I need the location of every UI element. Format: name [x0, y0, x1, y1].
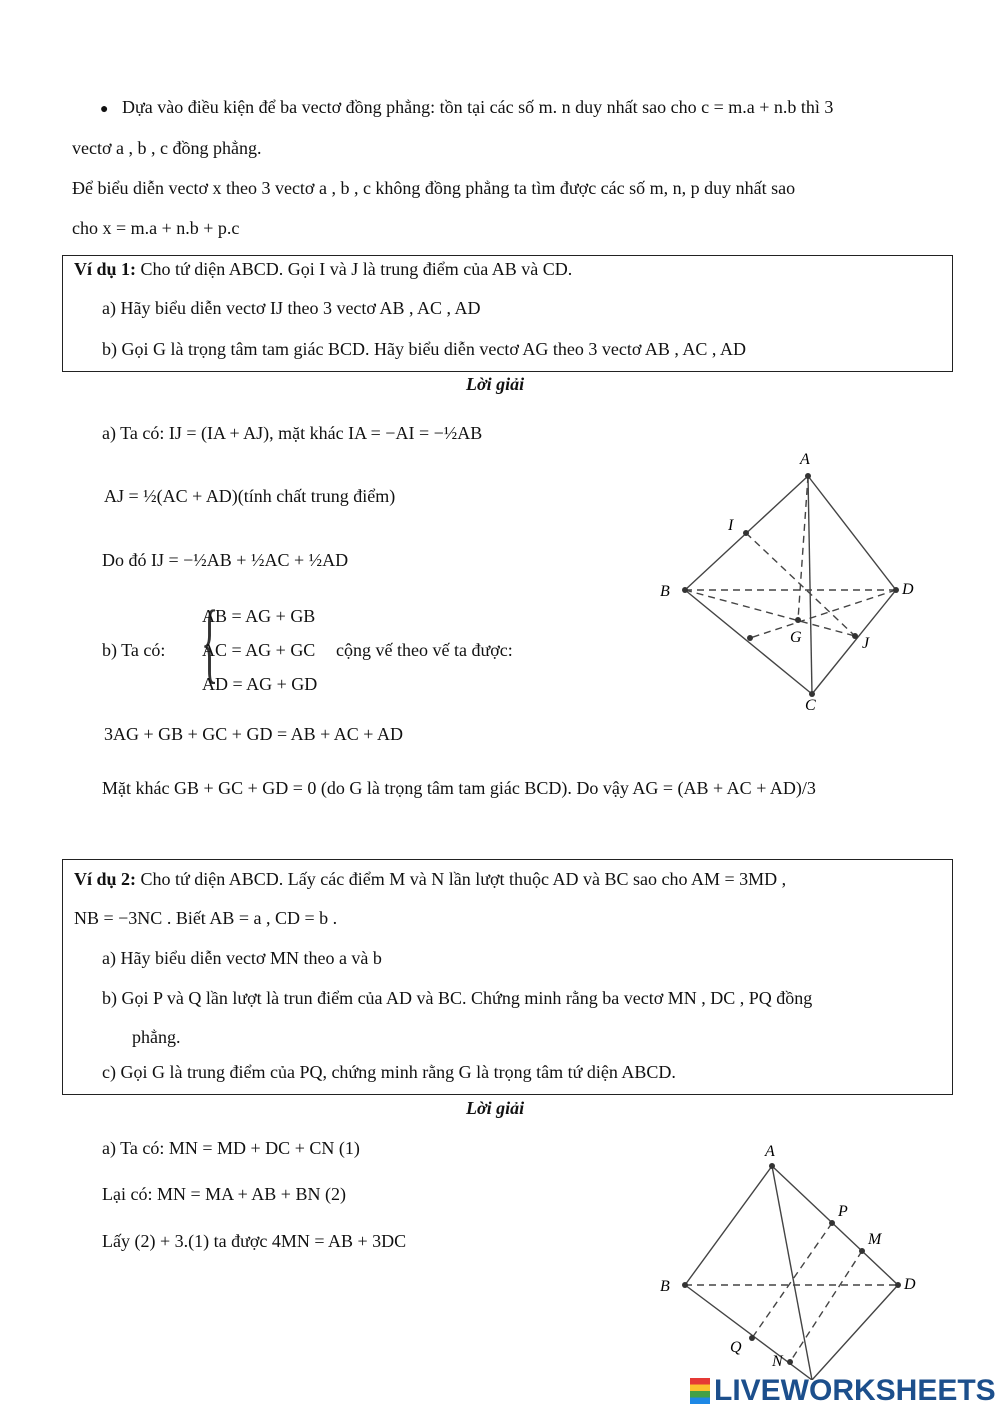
intro-para1: Để biểu diễn vectơ x theo 3 vectơ a , b , c không đồng phẳng ta tìm được các số m, n, p duy nhất sao: [72, 178, 796, 198]
tetrahedron-figure-2: [640, 1130, 940, 1380]
solution1-title: Lời giải: [466, 374, 525, 394]
fig1-label-i: I: [728, 517, 734, 534]
fig2-label-d: D: [904, 1276, 916, 1293]
example2-box: [62, 859, 953, 1095]
solution1-a3: Do đó IJ = −½AB + ½AC + ½AD: [102, 550, 349, 570]
solution1-sys3: AD = AG + GD: [202, 674, 318, 694]
example2-part-b1: b) Gọi P và Q lần lượt là trun điểm của AD và BC. Chứng minh rằng ba vectơ MN , DC , PQ đồng: [102, 988, 813, 1008]
fig2-label-n: N: [772, 1353, 783, 1370]
example1-part-b: b) Gọi G là trọng tâm tam giác BCD. Hãy biểu diễn vectơ AG theo 3 vectơ AB , AC , AD: [102, 339, 746, 359]
fig2-label-m: M: [868, 1231, 882, 1248]
solution2-a2: Lại có: MN = MA + AB + BN (2): [102, 1184, 346, 1204]
solution1-b-label: b) Ta có:: [102, 640, 166, 660]
example2-part-c: c) Gọi G là trung điểm của PQ, chứng minh rằng G là trọng tâm tứ diện ABCD.: [102, 1062, 676, 1082]
fig1-label-j: J: [862, 635, 870, 652]
example2-part-a: a) Hãy biểu diễn vectơ MN theo a và b: [102, 948, 382, 968]
logo-text: LIVEWORKSHEETS: [714, 1374, 996, 1407]
solution1-a1: a) Ta có: IJ = (IA + AJ), mặt khác IA = −AI = −½AB: [102, 423, 483, 443]
example1-statement: Ví dụ 1: Cho tứ diện ABCD. Gọi I và J là trung điểm của AB và CD.: [74, 259, 573, 279]
fig1-label-g: G: [790, 629, 802, 646]
tetrahedron-figure-1: [640, 448, 940, 718]
fig2-label-q: Q: [730, 1339, 742, 1356]
example2-label: Ví dụ 2:: [74, 869, 137, 889]
example2-part-b2: phẳng.: [132, 1027, 181, 1047]
fig2-label-a: A: [765, 1143, 775, 1160]
logo-icon: [690, 1378, 710, 1404]
solution1-sys2: AC = AG + GC: [202, 640, 316, 660]
solution2-a3: Lấy (2) + 3.(1) ta được 4MN = AB + 3DC: [102, 1231, 407, 1251]
fig1-label-d: D: [902, 581, 914, 598]
solution1-sys1: AB = AG + GB: [202, 606, 316, 626]
fig1-label-c: C: [805, 697, 816, 714]
bullet-line: ● Dựa vào điều kiện để ba vectơ đồng phẳng: tồn tại các số m. n duy nhất sao cho c = m.a + n.b thì 3: [100, 97, 834, 117]
solution1-concl: Mặt khác GB + GC + GD = 0 (do G là trọng tâm tam giác BCD). Do vậy AG = (AB + AC + AD)/3: [102, 778, 816, 798]
example1-part-a: a) Hãy biểu diễn vectơ IJ theo 3 vectơ AB , AC , AD: [102, 298, 481, 318]
example2-line2: NB = −3NC . Biết AB = a , CD = b .: [74, 908, 338, 928]
fig1-label-a: A: [800, 451, 810, 468]
solution2-title: Lời giải: [466, 1098, 525, 1118]
bullet-cont: vectơ a , b , c đồng phẳng.: [72, 138, 262, 158]
liveworksheets-logo: [690, 1374, 996, 1408]
example2-line1: Ví dụ 2: Cho tứ diện ABCD. Lấy các điểm M và N lần lượt thuộc AD và BC sao cho AM = 3MD ,: [74, 869, 787, 889]
solution2-a1: a) Ta có: MN = MD + DC + CN (1): [102, 1138, 360, 1158]
solution1-sum: 3AG + GB + GC + GD = AB + AC + AD: [104, 724, 403, 744]
example1-label: Ví dụ 1:: [74, 259, 137, 279]
solution1-a2: AJ = ½(AC + AD)(tính chất trung điểm): [104, 486, 396, 506]
solution1-b-after: cộng vế theo vế ta được:: [336, 640, 513, 660]
bullet-text: Dựa vào điều kiện để ba vectơ đồng phẳng: tồn tại các số m. n duy nhất sao cho c = m.a + n.b thì 3: [121, 97, 834, 117]
fig2-label-b: B: [660, 1278, 670, 1295]
fig2-label-p: P: [838, 1203, 848, 1220]
system-brace: {: [200, 593, 219, 692]
intro-para2: cho x = m.a + n.b + p.c: [72, 218, 240, 238]
fig1-label-b: B: [660, 583, 670, 600]
